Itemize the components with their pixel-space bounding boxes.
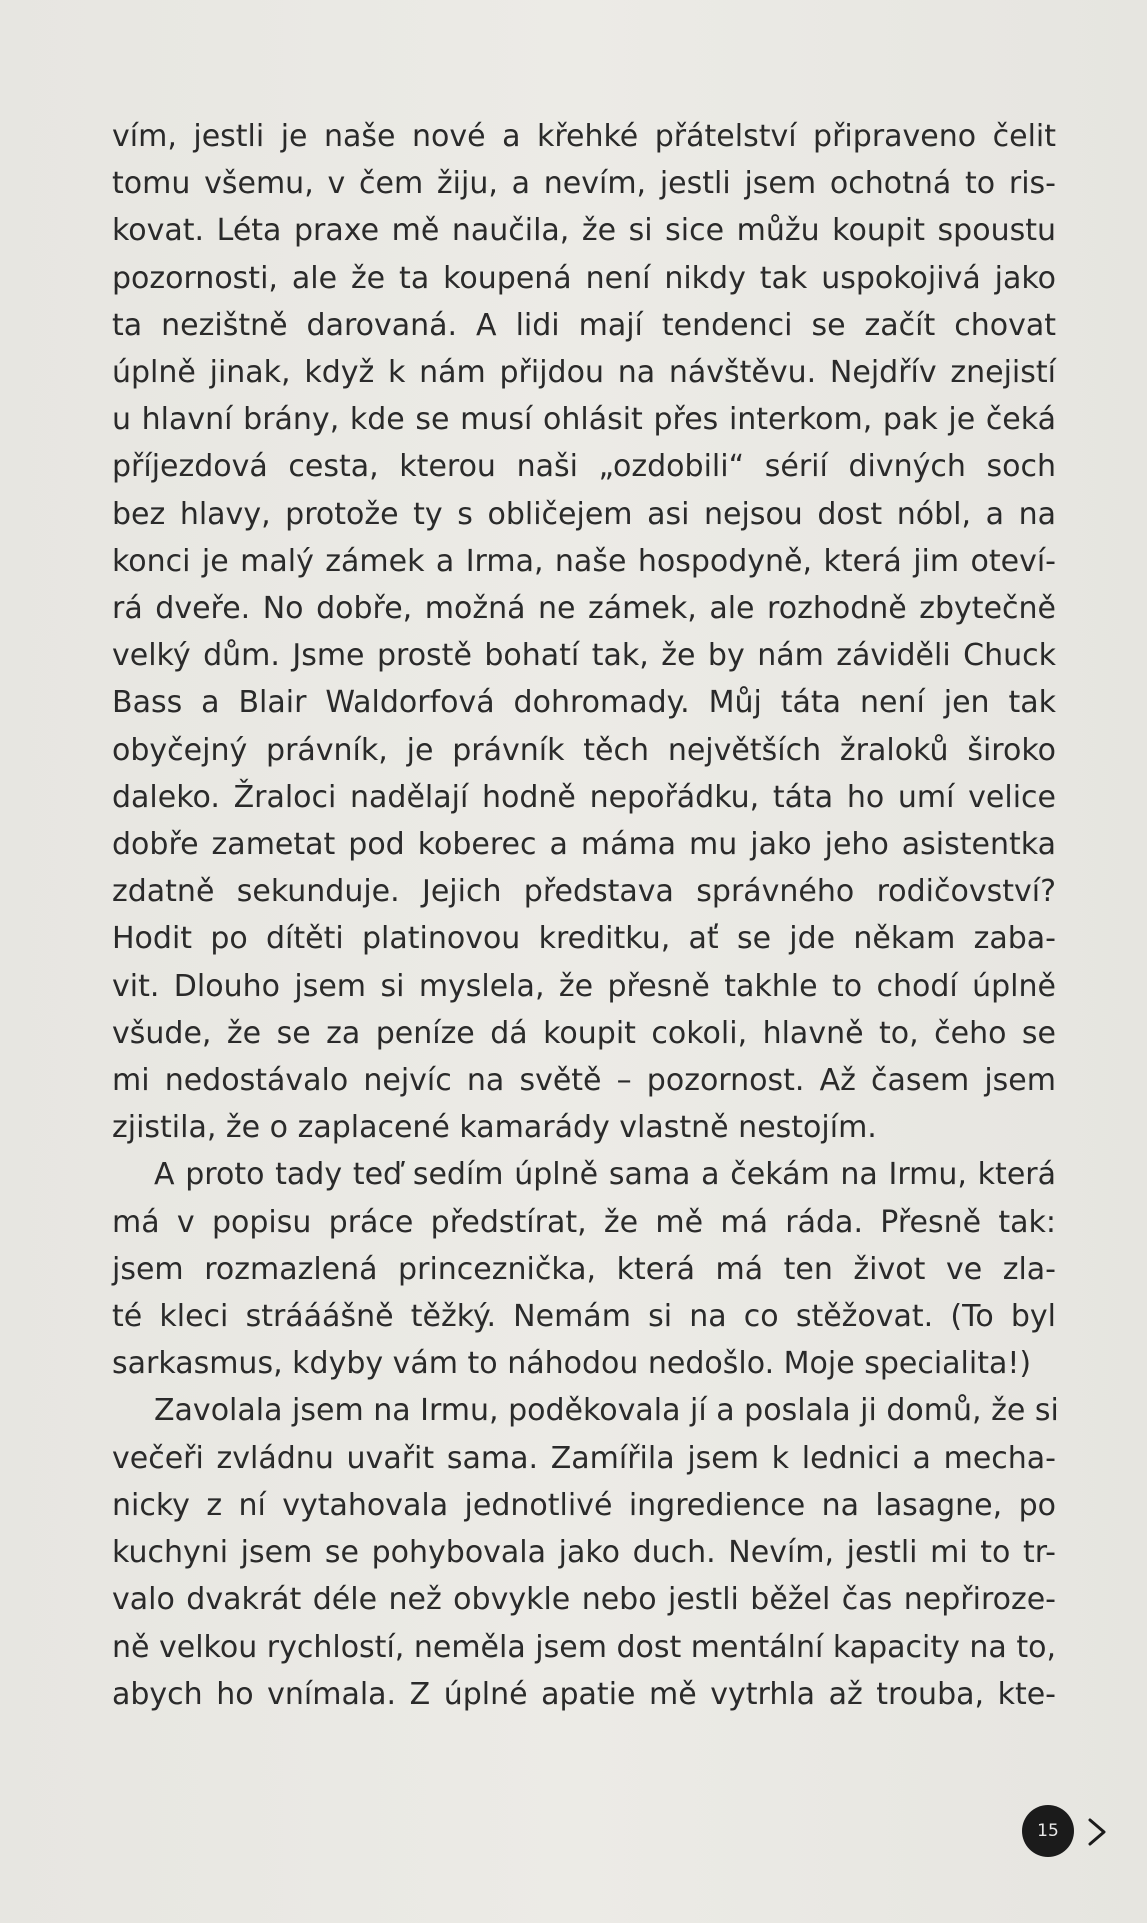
text-line: velký dům. Jsme prostě bohatí tak, že by nám záviděli Chuck [112,638,1056,674]
text-line: rá dveře. No dobře, možná ne zámek, ale rozhodně zbytečně [112,591,1056,627]
text-line: u hlavní brány, kde se musí ohlásit přes interkom, pak je čeká [112,402,1056,438]
paragraph-2 [112,1151,1056,1387]
text-line: příjezdová cesta, kterou naši „ozdobili“ sérií divných soch [112,449,1056,485]
text-line: vit. Dlouho jsem si myslela, že přesně takhle to chodí úplně [112,968,1056,1004]
text-line: mi nedostávalo nejvíc na světě – pozornost. Až časem jsem [112,1063,1056,1099]
text-line: bez hlavy, protože ty s obličejem asi nejsou dost nóbl, a na [112,496,1056,532]
text-line: večeři zvládnu uvařit sama. Zamířila jsem k lednici a mecha- [112,1440,1056,1476]
text-line: A proto tady teď sedím úplně sama a čekám na Irmu, která [154,1157,1056,1193]
text-line: všude, že se za peníze dá koupit cokoli, hlavně to, čeho se [112,1015,1056,1051]
page-number: 15 [1022,1805,1074,1857]
text-line: abych ho vnímala. Z úplné apatie mě vytrhla až trouba, kte- [112,1676,1056,1712]
paragraph-3 [112,1387,1059,1717]
chevron-right-icon[interactable] [1076,1812,1116,1852]
text-line: Hodit po dítěti platinovou kreditku, ať se jde někam zaba- [112,921,1056,957]
text-line: té kleci strááášně těžký. Nemám si na co stěžovat. (To byl [112,1299,1056,1335]
text-line: konci je malý zámek a Irma, naše hospodyně, která jim oteví- [112,543,1056,579]
text-line: vím, jestli je naše nové a křehké přátelství připraveno čelit [112,119,1056,154]
text-line: obyčejný právník, je právník těch největších žraloků široko [112,732,1056,768]
text-line: má v popisu práce předstírat, že mě má ráda. Přesně tak: [112,1204,1056,1240]
text-line: dobře zametat pod koberec a máma mu jako jeho asistentka [112,827,1056,863]
text-line: Bass a Blair Waldorfová dohromady. Můj táta není jen tak [112,685,1056,721]
text-line: ta nezištně darovaná. A lidi mají tendenci se začít chovat [112,307,1056,343]
text-line: kovat. Léta praxe mě naučila, že si sice můžu koupit spoustu [112,213,1056,249]
text-line: nicky z ní vytahovala jednotlivé ingredience na lasagne, po [112,1487,1056,1523]
text-line: jsem rozmazlená princeznička, která má ten život ve zla- [112,1251,1056,1287]
text-line: daleko. Žraloci nadělají hodně nepořádku, táta ho umí velice [112,779,1056,815]
paragraph-1 [112,113,1056,1151]
body-text [112,113,1059,1718]
text-line: tomu všemu, v čem žiju, a nevím, jestli jsem ochotná to ris- [112,166,1056,202]
text-line: sarkasmus, kdyby vám to náhodou nedošlo. Moje specialita!) [112,1346,1032,1382]
text-line: valo dvakrát déle než obvykle nebo jestli běžel čas nepřiroze- [112,1582,1056,1618]
text-line: zdatně sekunduje. Jejich představa správného rodičovství? [112,874,1056,910]
text-line: pozornosti, ale že ta koupená není nikdy tak uspokojivá jako [112,260,1056,296]
text-line: kuchyni jsem se pohybovala jako duch. Nevím, jestli mi to tr- [112,1535,1056,1571]
text-line: Zavolala jsem na Irmu, poděkovala jí a poslala ji domů, že si [154,1393,1059,1429]
text-line: ně velkou rychlostí, neměla jsem dost mentální kapacity na to, [112,1629,1056,1665]
text-line: úplně jinak, když k nám přijdou na návštěvu. Nejdřív znejistí [112,355,1056,391]
text-line: zjistila, že o zaplacené kamarády vlastně nestojím. [112,1110,877,1146]
